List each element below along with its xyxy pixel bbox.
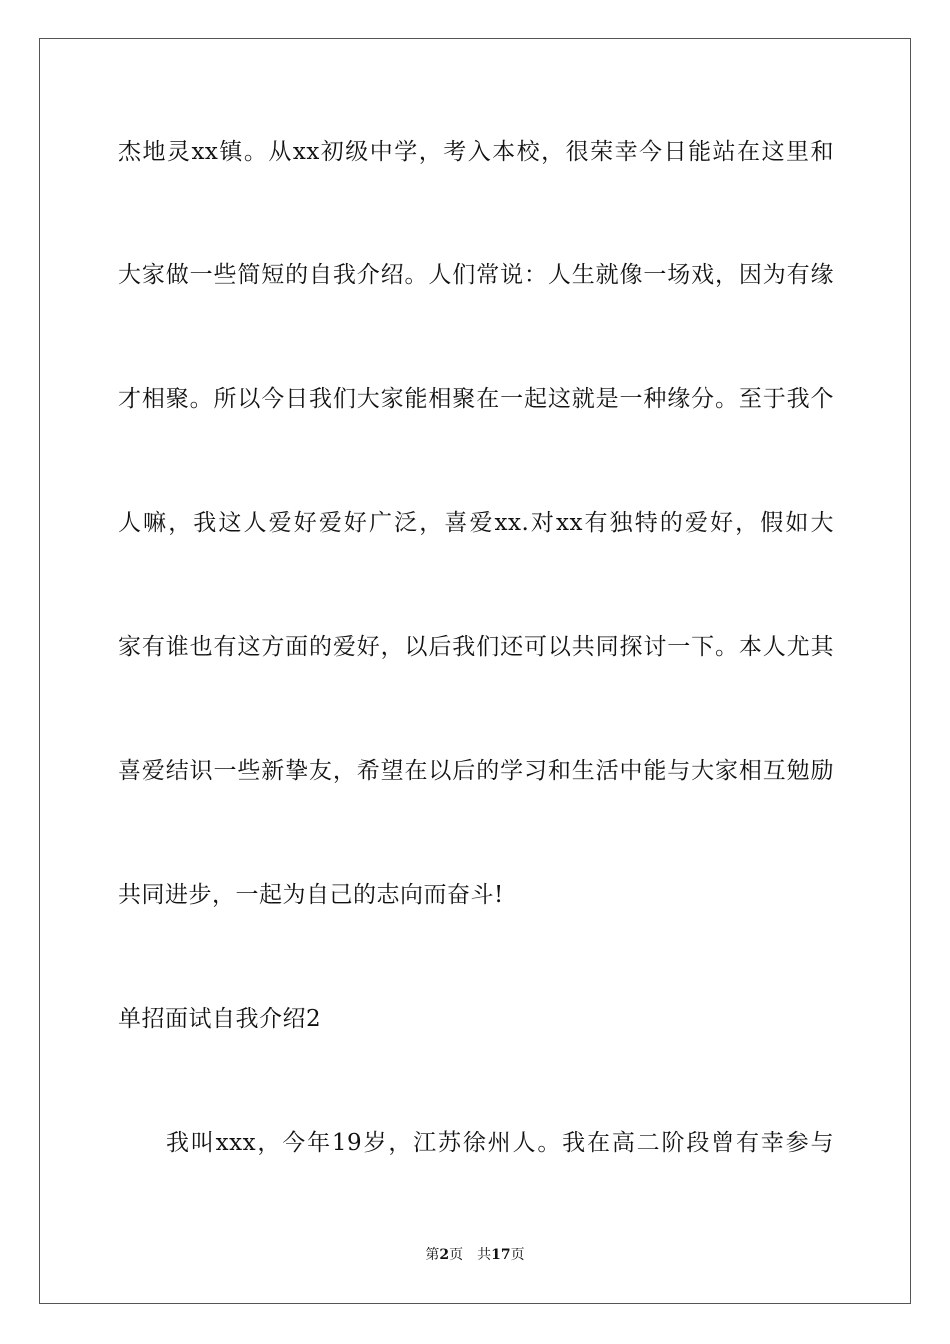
body-line-4: 人嘛，我这人爱好爱好广泛，喜爱xx.对xx有独特的爱好，假如大 [118,510,834,536]
body-line-5: 家有谁也有这方面的爱好，以后我们还可以共同探讨一下。本人尤其 [118,634,834,660]
total-prefix: 共 [477,1247,492,1263]
body-line-6: 喜爱结识一些新挚友，希望在以后的学习和生活中能与大家相互勉励 [118,758,834,784]
body-line-7: 共同进步，一起为自己的志向而奋斗! [118,882,504,908]
total-pages: 17 [491,1247,511,1263]
page-prefix: 第 [425,1247,440,1263]
page-border [39,38,911,1304]
page-number: 2 [439,1247,450,1263]
body-line-3: 才相聚。所以今日我们大家能相聚在一起这就是一种缘分。至于我个 [118,386,834,412]
total-suffix: 页 [510,1247,525,1263]
body-line-2: 大家做一些简短的自我介绍。人们常说：人生就像一场戏，因为有缘 [118,262,834,288]
section-title: 单招面试自我介绍2 [118,1006,322,1032]
page-suffix: 页 [449,1247,464,1263]
body-line-1: 杰地灵xx镇。从xx初级中学，考入本校，很荣幸今日能站在这里和 [118,139,834,165]
page-footer [0,1246,950,1264]
section-first-line: 我叫xxx，今年19岁，江苏徐州人。我在高二阶段曾有幸参与 [166,1130,834,1156]
